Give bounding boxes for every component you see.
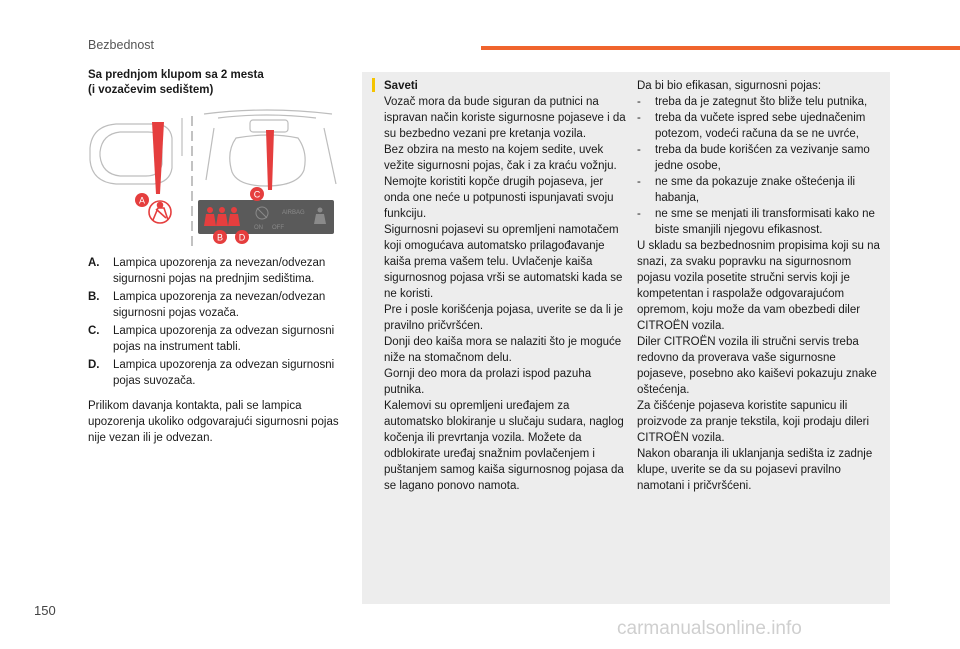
legend-text: Lampica upozorenja za odvezan sigurnosni pojas suvozača.	[113, 359, 335, 387]
callout-c: C	[253, 189, 261, 200]
list-item: - ne sme da pokazuje znake oštećenja ili habanja,	[637, 174, 882, 206]
legend-text: Lampica upozorenja za odvezan sigurnosni pojas na instrument tabli.	[113, 325, 335, 353]
legend-item-a	[88, 255, 350, 287]
legend-text: Lampica upozorenja za nevezan/odvezan sigurnosni pojas vozača.	[113, 291, 326, 319]
tip-paragraph: Pre i posle korišćenja pojasa, uverite se da li je pravilno pričvršćen.	[384, 304, 624, 332]
list-item: - ne sme se menjati ili transformisati kako ne biste smanjili njegovu efikasnost.	[637, 206, 882, 238]
tip-paragraph: Donji deo kaiša mora se nalaziti što je moguće niže na stomačnom delu.	[384, 336, 622, 364]
tip-paragraph: U skladu sa bezbednosnim propisima koji su na snazi, za svaku popravku na sigurnosnom pojasu vozila posetite stručni servis koji je kompetentan i raspolaže odgovarajućom opremom, koju može da vam obezbedi diler CITROËN vozila.	[637, 240, 880, 332]
legend-item-b	[88, 289, 350, 321]
header-accent-rule	[481, 46, 960, 50]
tip-paragraph: Kalemovi su opremljeni uređajem za automatsko blokiranje u slučaju sudara, naglog kočenja ili prevrtanja vozila. Možete da odblokirate uređaj snažnim povlačenjem i puštanjem samog kaiša sigurnosnog pojasa da se lagano ponovo namota.	[384, 400, 624, 492]
airbag-label: AIRBAG	[282, 210, 305, 216]
tip-paragraph: Nakon obaranja ili uklanjanja sedišta iz zadnje klupe, uverite se da su pojasevi pravilno namotani i pričvršćeni.	[637, 448, 873, 492]
list-item: - treba da je zategnut što bliže telu putnika,	[637, 94, 882, 110]
tips-column-1	[384, 78, 628, 494]
section-heading	[88, 68, 348, 98]
list-item: - treba da bude korišćen za vezivanje samo jedne osobe,	[637, 142, 882, 174]
list-item: - treba da vučete ispred sebe ujednačenim potezom, vodeći računa da se ne uvrće,	[637, 110, 882, 142]
tip-list-intro: Da bi bio efikasan, sigurnosni pojas:	[637, 80, 822, 92]
legend-text: Lampica upozorenja za nevezan/odvezan sigurnosni pojas na prednjim sedištima.	[113, 257, 326, 285]
callout-a: A	[138, 195, 146, 206]
tip-bullet-list	[637, 94, 882, 238]
legend-key: B.	[88, 291, 100, 303]
callout-d: D	[238, 232, 246, 243]
tips-title: Saveti	[384, 80, 418, 92]
tip-paragraph: Bez obzira na mesto na kojem sedite, uvek vežite sigurnosni pojas, čak i za kraću vožnju.	[384, 144, 617, 172]
legend-key: C.	[88, 325, 100, 337]
airbag-on-label: ON	[254, 225, 263, 231]
pointer-c	[266, 130, 274, 190]
intro-paragraph: Prilikom davanja kontakta, pali se lampica upozorenja ukoliko odgovarajući sigurnosni pojas nije vezan ili je odvezan.	[88, 400, 339, 444]
tip-accent-bar	[372, 78, 375, 92]
tip-paragraph: Vozač mora da bude siguran da putnici na ispravan način koriste sigurnosne pojaseve i da su bezbedno vezani pre kretanja vozila.	[384, 96, 626, 140]
tip-paragraph: Za čišćenje pojaseva koristite sapunicu ili proizvode za pranje tekstila, koji prodaju dileri CITROËN vozila.	[637, 400, 870, 444]
seatbelt-warning-illustration	[86, 108, 346, 250]
callout-legend	[88, 255, 350, 391]
page-number: 150	[34, 603, 56, 618]
heading-line-1: Sa prednjom klupom sa 2 mesta	[88, 69, 264, 81]
section-title: Bezbednost	[88, 38, 155, 52]
tip-paragraph: Gornji deo mora da prolazi ispod pazuha putnika.	[384, 368, 592, 396]
seatbelt-warning-icons	[204, 207, 240, 226]
legend-item-c	[88, 323, 350, 355]
airbag-off-label: OFF	[272, 225, 284, 231]
legend-key: A.	[88, 257, 100, 269]
tips-column-2	[637, 78, 882, 494]
legend-item-d	[88, 357, 350, 389]
legend-key: D.	[88, 359, 100, 371]
seatbelt-lamp-icon	[149, 201, 171, 223]
tip-paragraph: Diler CITROËN vozila ili stručni servis treba redovno da proverava vaše sigurnosne pojaseve, posebno ako kaiševi pokazuju znake oštećenja.	[637, 336, 877, 396]
callout-b: B	[216, 232, 224, 243]
tip-paragraph: Nemojte koristiti kopče drugih pojaseva, jer onda one neće u potpunosti ispunjavati svoju funkciju.	[384, 176, 614, 220]
watermark: carmanualsonline.info	[617, 618, 802, 639]
heading-line-2: (i vozačevim sedištem)	[88, 84, 214, 96]
instrument-cluster	[90, 118, 182, 184]
tip-paragraph: Sigurnosni pojasevi su opremljeni namotačem koji omogućava automatsko prilagođavanje kaiša prema vašem telu. Uvlačenje kaiša sigurnosnog pojasa vrši se automatski kada se ne koristi.	[384, 224, 623, 300]
